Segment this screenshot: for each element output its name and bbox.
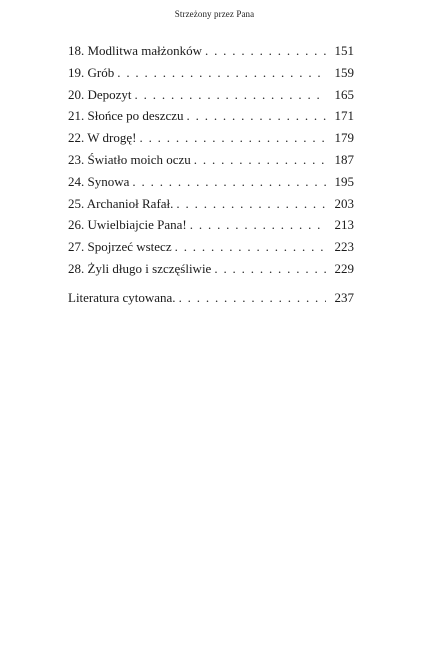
toc-entry: [68, 127, 354, 149]
toc-entry-title: 20. Depozyt: [68, 86, 132, 102]
dot-leader: [132, 171, 326, 193]
toc-entry-page: 159: [334, 64, 354, 80]
toc-entry-page: 203: [334, 195, 354, 211]
toc-entry: [68, 40, 354, 62]
dot-leader: [176, 193, 326, 215]
toc-entry-title: 19. Grób: [68, 64, 115, 80]
toc-entry-title: 27. Spojrzeć wstecz: [68, 239, 172, 255]
dot-leader: [139, 127, 326, 149]
toc-entry-title: 18. Modlitwa małżonków: [68, 43, 202, 58]
toc-entry: [68, 258, 354, 280]
toc-entry: [68, 171, 354, 193]
toc-entry: [68, 214, 354, 236]
toc-entry-page: 179: [334, 130, 354, 146]
toc-entry-page: 213: [334, 217, 354, 233]
toc-entry-title: 25. Archanioł Rafał.: [68, 195, 174, 211]
toc-entry-title: 22. W drogę!: [68, 130, 137, 146]
toc-entry-page: 171: [334, 108, 354, 124]
dot-leader: [190, 214, 326, 236]
toc-entry-title: 23. Światło moich oczu: [68, 151, 191, 167]
dot-leader: [135, 84, 326, 106]
toc-entry-page: 151: [334, 43, 354, 58]
dot-leader: [187, 105, 326, 127]
toc-entry-title: 24. Synowa: [68, 173, 130, 189]
dot-leader: [175, 236, 326, 258]
dot-leader: [179, 287, 326, 309]
toc-entry-title: Literatura cytowana.: [68, 289, 176, 305]
toc-entry-page: 165: [334, 86, 354, 102]
table-of-contents: [68, 40, 354, 309]
toc-entry-page: 223: [334, 239, 354, 255]
toc-entry-page: 237: [334, 289, 354, 305]
toc-entry: [68, 193, 354, 215]
toc-entry-page: 195: [334, 173, 354, 189]
toc-entry: [68, 84, 354, 106]
toc-entry: [68, 236, 354, 258]
toc-entry-bibliography: [68, 287, 354, 309]
toc-entry: [68, 149, 354, 171]
dot-leader: [194, 149, 326, 171]
dot-leader: [214, 258, 326, 280]
toc-entry: [68, 105, 354, 127]
toc-entry: [68, 62, 354, 84]
toc-entry-title: 21. Słońce po deszczu: [68, 108, 184, 124]
toc-entry-title: 26. Uwielbiajcie Pana!: [68, 217, 187, 233]
dot-leader: [117, 62, 326, 84]
dot-leader: [205, 40, 326, 62]
toc-entry-title: 28. Żyli długo i szczęśliwie: [68, 260, 212, 276]
toc-entry-page: 187: [334, 151, 354, 167]
toc-entry-page: 229: [334, 260, 354, 276]
running-head: Strzeżony przez Pana: [174, 9, 255, 19]
